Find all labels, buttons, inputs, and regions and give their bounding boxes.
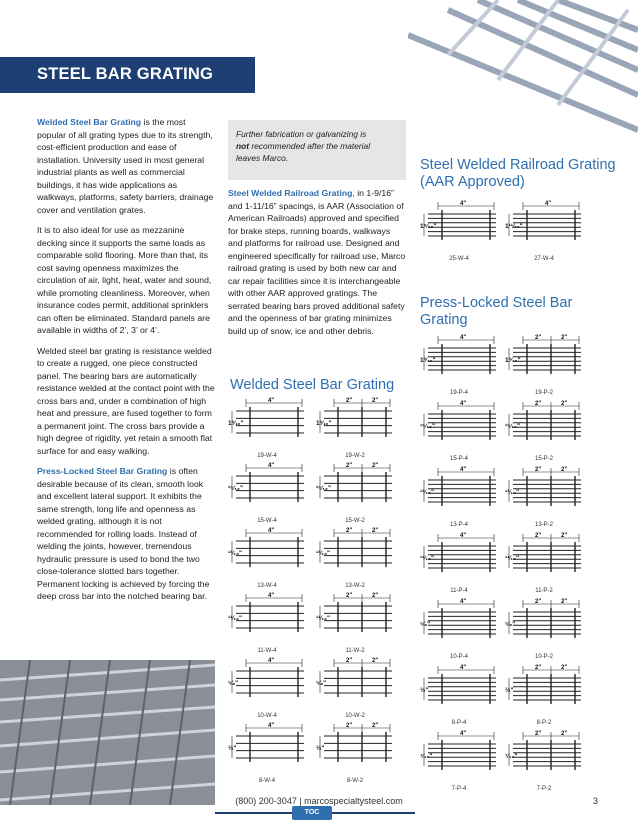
highlight-press-locked: Press-Locked Steel Bar Grating [37, 466, 168, 476]
dimension-label: 4" [460, 665, 467, 671]
text: , in 1-9/16” and 1-11/16” spacings, is AAR (Association of American Railroads) approved and specified for brake steps, running boards, walkways and platforms for railroad use. Designed and engineered specifically for railroad use, Marco railroad grating is used by both new car and car repair facilities since it is interchangeable with other AAR approved gratings. The serrated bearing bars proved additional safety and the openness of bar grating minimizes build up of snow, ice and other debris. [228, 188, 406, 336]
diagram-caption: 7-P-4 [451, 786, 467, 792]
grating-diagram-10-w-2 [316, 655, 394, 713]
diagram-caption: 11-W-2 [345, 648, 365, 654]
dimension-label: 2" [372, 528, 379, 534]
paragraph-press-locked [37, 465, 215, 603]
diagram-caption: 13-W-2 [345, 583, 365, 589]
note-line [236, 140, 406, 152]
dimension-label: ¹¹⁄₁₆" [505, 555, 520, 562]
paragraph-welded [37, 116, 215, 216]
note-line: Further fabrication or galvanizing is [236, 129, 367, 139]
dimension-label: 1³⁄₁₆" [228, 420, 244, 427]
grating-photo-bottom [0, 660, 215, 805]
diagram-caption: 10-W-4 [257, 713, 277, 719]
paragraph-mezzanine: It is to also ideal for use as mezzanine decking since it supports the same loads as comparable solid flooring. More than that, its cost saving openness maximizes the circulation of air, light, heat, water and sound, while promoting cleanliness. Moreover, when insurance codes permit, additional sprinklers can often be eliminated. Standard panels are available in widths of 2’, 3’ or 4’. [37, 225, 212, 335]
diagram-caption: 10-W-2 [345, 713, 365, 719]
grating-diagram-13-w-2 [316, 525, 394, 583]
diagram-caption: 13-P-4 [449, 522, 468, 528]
grating-diagram-27-w-4 [505, 198, 583, 256]
dimension-label: 2" [346, 463, 353, 469]
grating-diagram-11-p-4 [420, 530, 498, 588]
dimension-label: 2" [561, 533, 568, 539]
page-title: STEEL BAR GRATING [37, 65, 214, 83]
grating-diagram-13-w-4 [228, 525, 306, 583]
dimension-label: 2" [535, 599, 542, 605]
grating-diagram-8-p-2 [505, 662, 583, 720]
dimension-label: 4" [460, 401, 467, 407]
diagram-caption: 15-W-4 [257, 518, 277, 524]
diagram-caption: 15-P-2 [534, 456, 553, 462]
dimension-label: ¹⁵⁄₁₆" [228, 485, 244, 492]
dimension-label: 1³⁄₁₆" [505, 357, 521, 364]
diagram-caption: 11-P-4 [450, 588, 468, 594]
grating-diagram-8-p-4 [420, 662, 498, 720]
grating-diagram-11-w-2 [316, 590, 394, 648]
grating-diagram-19-w-2 [316, 395, 394, 453]
dimension-label: ¹¹⁄₁₆" [420, 555, 435, 562]
dimension-label: 2" [346, 658, 353, 664]
left-column [37, 116, 215, 611]
note-text: recommended after the material [249, 141, 371, 151]
grating-photo-top [408, 0, 638, 140]
dimension-label: ⁷⁄₁₆" [505, 753, 518, 760]
dimension-label: 1⁹⁄₁₆" [420, 223, 437, 230]
diagram-caption: 15-W-2 [345, 518, 365, 524]
grating-diagram-19-p-2 [505, 332, 583, 390]
dimension-label: ⁵⁄₈" [420, 621, 431, 628]
dimension-label: 4" [268, 528, 275, 534]
diagram-caption: 19-W-2 [345, 453, 365, 459]
dimension-label: ½" [505, 687, 514, 694]
dimension-label: 2" [535, 335, 542, 341]
dimension-label: 2" [535, 467, 542, 473]
text: is the most popular of all grating types due to its strength, cost-efficient production and ease of installation. University used in most general industrial plants as well as commercial buildings, it has wide applications as walkways, platforms, safety barriers, drainage cover and ventilation grates. [37, 117, 214, 215]
grating-diagram-15-w-2 [316, 460, 394, 518]
dimension-label: 2" [561, 467, 568, 473]
dimension-label: 4" [268, 593, 275, 599]
page-title-bar [0, 57, 255, 93]
diagram-caption: 19-W-4 [257, 453, 277, 459]
dimension-label: 2" [346, 398, 353, 404]
dimension-label: 2" [372, 593, 379, 599]
dimension-label: ¹⁵⁄₁₆" [316, 485, 332, 492]
grating-diagram-19-w-4 [228, 395, 306, 453]
dimension-label: 2" [346, 723, 353, 729]
grating-diagram-10-p-2 [505, 596, 583, 654]
grating-diagram-15-p-4 [420, 398, 498, 456]
grating-diagram-15-p-2 [505, 398, 583, 456]
dimension-label: ½" [420, 687, 429, 694]
dimension-label: ¹³⁄₁₆" [420, 489, 435, 496]
diagram-caption: 10-P-4 [449, 654, 468, 660]
diagram-caption: 7-P-2 [536, 786, 552, 792]
grating-diagram-25-w-4 [420, 198, 498, 256]
section-press-heading: Press-Locked Steel Bar Grating [420, 295, 573, 328]
paragraph-resistance: Welded steel bar grating is resistance welded to create a rugged, one piece constructed panel. The bearing bars are automatically resistance welded at the contact point with the cross bars and, under a combination of high heat and pressure, are fused together to form a permanent joint. The cross bars provide a high degree of rigidity, yet retain a smooth flat surface for and easy walking. [37, 345, 215, 456]
dimension-label: 2" [535, 665, 542, 671]
diagram-caption: 25-W-4 [449, 256, 469, 262]
dimension-label: 2" [561, 731, 568, 737]
dimension-label: 4" [460, 599, 467, 605]
grating-diagram-15-w-4 [228, 460, 306, 518]
diagram-caption: 11-W-4 [257, 648, 277, 654]
grating-diagram-10-p-4 [420, 596, 498, 654]
diagram-caption: 19-P-4 [449, 390, 468, 396]
dimension-label: 1¹¹⁄₁₆" [505, 223, 523, 230]
fabrication-note [228, 120, 406, 180]
dimension-label: 4" [460, 467, 467, 473]
toc-button[interactable]: TOC [292, 806, 332, 820]
dimension-label: ¹⁵⁄₁₆" [505, 423, 521, 430]
grating-diagram-13-p-4 [420, 464, 498, 522]
grating-diagram-11-w-4 [228, 590, 306, 648]
dimension-label: ⁵⁄₈" [316, 680, 327, 687]
dimension-label: 2" [561, 665, 568, 671]
footer-contact: (800) 200-3047 | marcospecialtysteel.com [235, 796, 403, 806]
section-welded-heading: Welded Steel Bar Grating [230, 377, 395, 393]
dimension-label: ⁵⁄₈" [228, 680, 239, 687]
section-railroad-heading: Steel Welded Railroad Grating (AAR Approved) [420, 157, 616, 190]
dimension-label: 2" [535, 401, 542, 407]
page-number: 3 [593, 796, 599, 806]
dimension-label: 2" [346, 593, 353, 599]
grating-diagram-7-p-2 [505, 728, 583, 786]
note-bold: not [236, 141, 250, 151]
highlight-railroad: Steel Welded Railroad Grating [228, 188, 353, 198]
dimension-label: ¹³⁄₁₆" [316, 550, 331, 557]
dimension-label: 4" [268, 658, 275, 664]
dimension-label: 4" [460, 335, 467, 341]
diagram-caption: 15-P-4 [449, 456, 468, 462]
dimension-label: 2" [535, 731, 542, 737]
diagram-caption: 8-W-2 [346, 778, 364, 784]
diagram-caption: 13-P-2 [534, 522, 553, 528]
dimension-label: 2" [561, 335, 568, 341]
diagram-caption: 8-P-2 [536, 720, 552, 726]
dimension-label: 4" [268, 463, 275, 469]
dimension-label: 1³⁄₁₆" [316, 420, 332, 427]
grating-diagram-7-p-4 [420, 728, 498, 786]
dimension-label: 2" [372, 463, 379, 469]
diagram-caption: 8-P-4 [451, 720, 467, 726]
dimension-label: 2" [535, 533, 542, 539]
diagram-caption: 11-P-2 [535, 588, 553, 594]
railroad-description [228, 187, 406, 337]
dimension-label: ¹⁵⁄₁₆" [420, 423, 436, 430]
diagram-caption: 10-P-2 [534, 654, 553, 660]
grating-diagram-13-p-2 [505, 464, 583, 522]
grating-diagram-11-p-2 [505, 530, 583, 588]
dimension-label: ¹³⁄₁₆" [228, 550, 243, 557]
dimension-label: 2" [372, 398, 379, 404]
diagram-caption: 19-P-2 [534, 390, 553, 396]
dimension-label: 4" [460, 533, 467, 539]
dimension-label: ¹³⁄₁₆" [505, 489, 520, 496]
dimension-label: 1³⁄₁₆" [420, 357, 436, 364]
diagram-caption: 27-W-4 [534, 256, 554, 262]
diagram-caption: 13-W-4 [257, 583, 277, 589]
dimension-label: ¹¹⁄₁₆" [316, 615, 331, 622]
text: is often desirable because of its clean, smooth look and excellent lateral support. It exhibits the same strength, long life and openness as welded grating, although it is not recommended for rolling loads. Instead of welding the joints, however, tremendous hydraulic pressure is used to bond the two close-tolerance slotted bars together. Permanent locking is achieved by forcing the deep cross bar into the notched bearing bar. [37, 466, 210, 601]
grating-diagram-8-w-4 [228, 720, 306, 778]
dimension-label: ⁵⁄₈" [505, 621, 516, 628]
diagram-caption: 8-W-4 [258, 778, 276, 784]
dimension-label: ½" [228, 745, 237, 752]
dimension-label: 4" [268, 723, 275, 729]
note-line: leaves Marco. [236, 153, 289, 163]
dimension-label: 2" [346, 528, 353, 534]
highlight-welded: Welded Steel Bar Grating [37, 117, 142, 127]
dimension-label: ¹¹⁄₁₆" [228, 615, 243, 622]
dimension-label: 4" [545, 201, 552, 207]
dimension-label: 2" [372, 658, 379, 664]
dimension-label: 4" [268, 398, 275, 404]
dimension-label: 2" [561, 401, 568, 407]
grating-diagram-8-w-2 [316, 720, 394, 778]
dimension-label: 2" [372, 723, 379, 729]
dimension-label: ⁷⁄₁₆" [420, 753, 433, 760]
dimension-label: ½" [316, 745, 325, 752]
dimension-label: 2" [561, 599, 568, 605]
dimension-label: 4" [460, 201, 467, 207]
grating-diagram-10-w-4 [228, 655, 306, 713]
grating-diagram-19-p-4 [420, 332, 498, 390]
dimension-label: 4" [460, 731, 467, 737]
